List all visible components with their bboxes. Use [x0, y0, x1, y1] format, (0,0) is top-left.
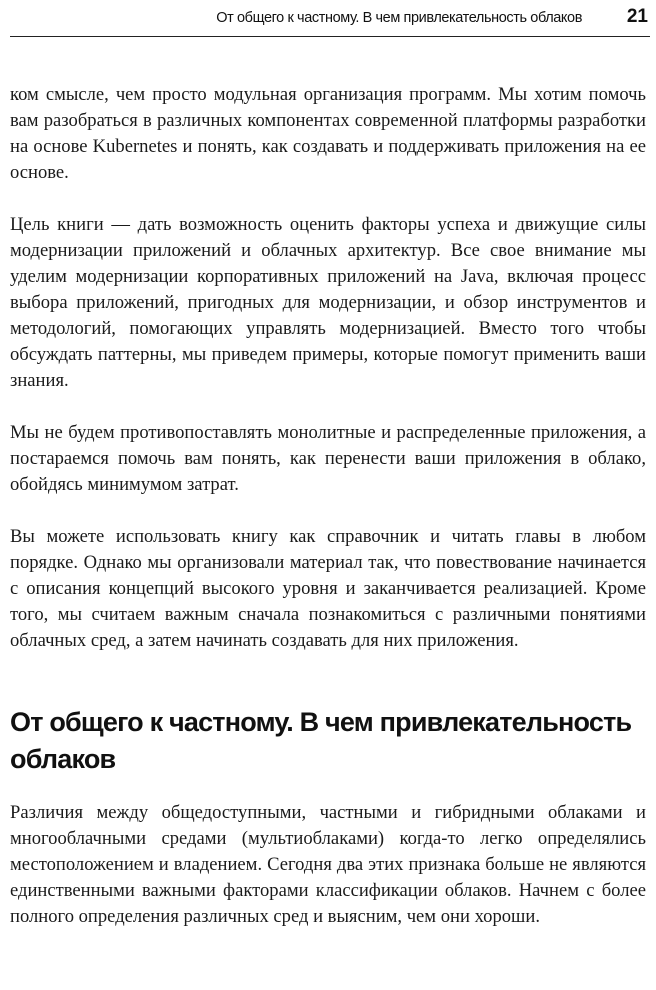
page-number: 21	[626, 6, 648, 27]
paragraph-3: Мы не будем противопоставлять монолитные и распределенные приложения, а постараемся помочь вам понять, как перенести ваши приложения в облако, обойдясь минимумом затрат.	[10, 422, 646, 495]
paragraph-1: ком смысле, чем просто модульная организация программ. Мы хотим помочь вам разобраться в различных компонентах современной платформы разработки на основе Kubernetes и понять, как создавать и поддерживать приложения на ее основе.	[10, 84, 646, 183]
section-heading: От общего к частному. В чем привлекательность облаков	[10, 707, 632, 774]
section-paragraph: Различия между общедоступными, частными и гибридными облаками и многооблачными средами (мультиоблаками) когда-то легко определялись местоположением и владением. Сегодня два этих признака больше не являются единственными важными факторами классификации облаков. Начнем с более полного определения различных сред и выясним, чем они хороши.	[10, 802, 646, 927]
running-head-title: От общего к частному. В чем привлекательность облаков	[216, 10, 582, 26]
running-head	[10, 0, 650, 37]
page-body	[10, 82, 646, 956]
paragraph-2: Цель книги — дать возможность оценить факторы успеха и движущие силы модернизации приложений и облачных архитектур. Все свое внимание мы уделим модернизации корпоративных приложений на Java, включая процесс выбора приложений, пригодных для модернизации, и обзор инструментов и методологий, помогающих управлять модернизацией. Вместо того чтобы обсуждать паттерны, мы приведем примеры, которые помогут применить ваши знания.	[10, 214, 646, 391]
paragraph-4: Вы можете использовать книгу как справочник и читать главы в любом порядке. Однако мы организовали материал так, что повествование начинается с описания концепций высокого уровня и заканчивается реализацией. Кроме того, мы считаем важным сначала познакомиться с различными понятиями облачных сред, а затем начинать создавать для них приложения.	[10, 526, 646, 651]
